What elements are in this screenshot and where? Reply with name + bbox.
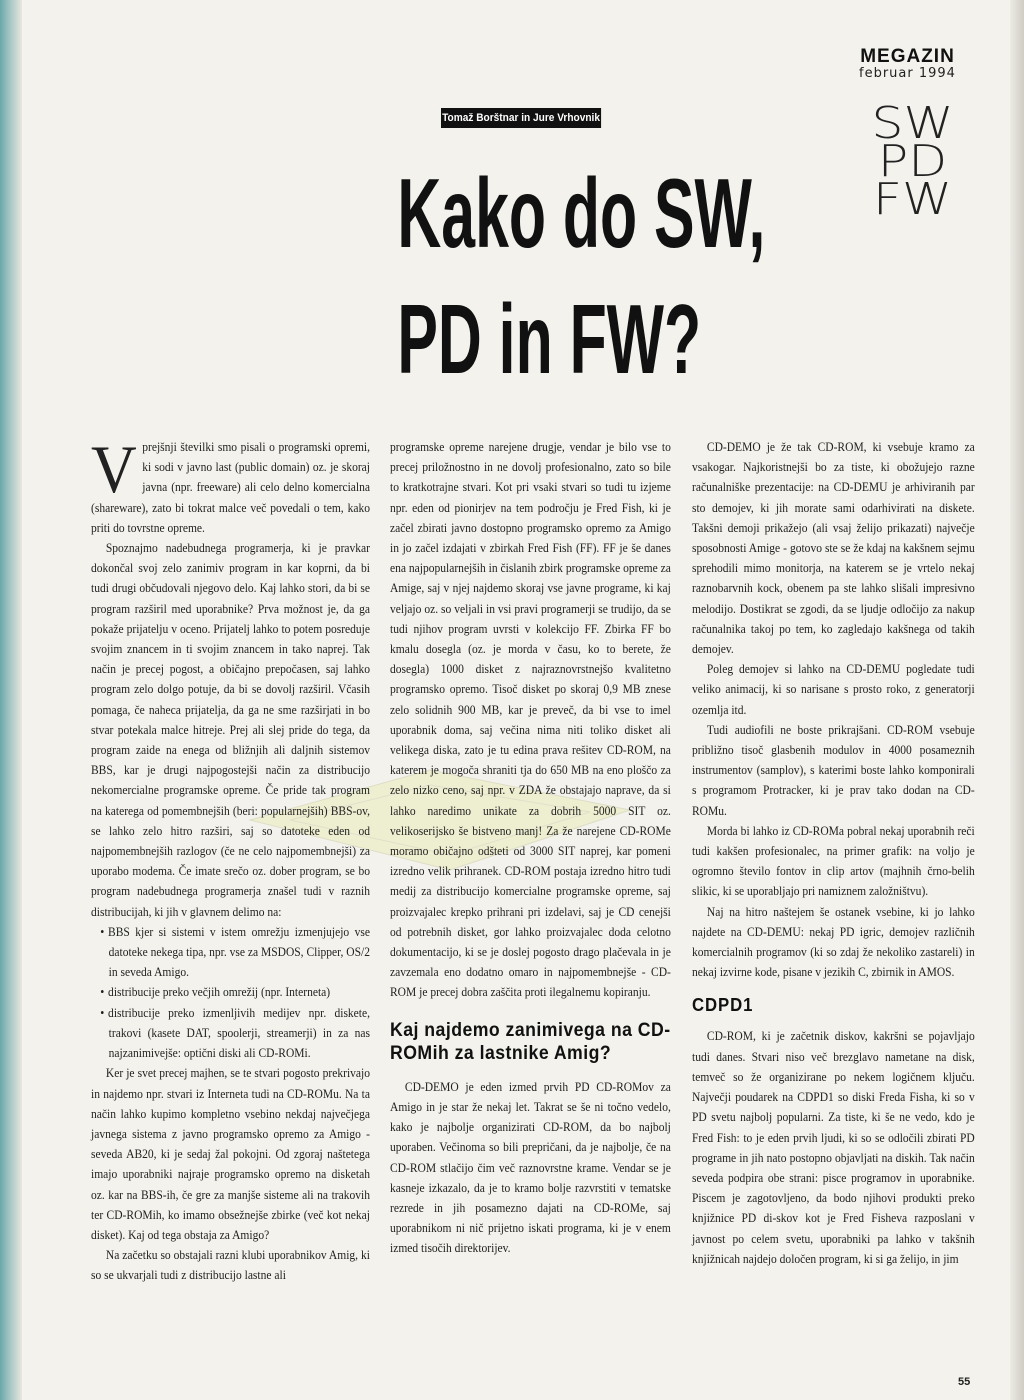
drop-cap: V (91, 431, 137, 507)
paragraph: CD-ROM, ki je začetnik diskov, kakršni se pojavljajo tudi danes. Stvari niso več brezglavo nametane na disk, temveč so že organizirane po nekem logičnem ključu. Največji poudarek na CDPD1 so diski Freda Fisha, ki so v PD svetu najbolj popularni. Za tiste, ki še ne vedo, kdo je Fred Fish: to je eden prvih ljudi, ki so se odločili zbirati PD programe in jih nato postopno objavljati na diskih. Tak način seveda podpira obe strani: pisce programov in uporabnike. Piscem je zagotovljeno, da bodo njihovi produkti preko knjižnice PD di-skov kot je Fred Fisheva razposlani v javnost po celem svetu, uporabniki pa lahko v takšnih knjižnicah najdejo določen program, ki si ga želijo, in jim (692, 1029, 975, 1266)
paragraph: Tudi audiofili ne boste prikrajšani. CD-ROM vsebuje približno tisoč glasbenih modulov in 4000 posameznih instrumentov (samplov), s katerimi boste lahko komponirali s programom Protracker, ki je prav tako dodan na CD-ROMu. (692, 722, 975, 818)
subheading-cd-rom: Kaj najdemo zanimivega na CD-ROMih za lastnike Amig? (390, 1019, 671, 1064)
section-label-sw: SW (871, 98, 954, 149)
list-item: • distribucije preko izmenljivih medijev npr. diskete, trakovi (kasete DAT, spoolerji, streamerji) in za nas najzanimivejše: optični diski ali CD-ROMi. (100, 1003, 370, 1064)
article-title (397, 150, 766, 402)
issue-date: februar 1994 (859, 66, 956, 81)
magazine-logo: MEGAZIN (860, 46, 955, 67)
page-number: 55 (958, 1376, 971, 1388)
paragraph: CD-DEMO je eden izmed prvih PD CD-ROMov za Amigo in je star že nekaj let. Takrat se še ni točno vedelo, kako je najbolje organizirati CD-ROM, da bo najbolj uporaben. Večinoma so bili prepričani, da je najbolje, če na CD-ROM stlačijo čim več raznovrstne krame. Vendar se je kasneje izkazalo, da je to kramo bolje razvrstiti v tematske rezrede in jih posamezno dajati na CD-ROMe, saj uporabnikom ni nič prijetno iskati programa, ki je v enem izmed tisočih direktorijev. (390, 1079, 671, 1256)
paragraph: CD-DEMO je že tak CD-ROM, ki vsebuje kramo za vsakogar. Najkoristnejši bo za tiste, ki obožujejo razne računalniške prezentacije: na CD-DEMU je arhiviranih par sto demojev, ki jih morate sami odarhivirati na diskete. Takšni demoji prikažejo (ali vsaj želijo prikazati) največje sposobnosti Amige - gotovo ste se že kdaj na kakšnem sejmu sprehodili mimo monitorja, na katerem se je vrtelo nekaj raznobarvnih kock, obenem pa ste lahko slišali impresivno melodijo. Dostikrat se zgodi, da se ljudje odločijo za nakup računalnika takoj po tem, ko zagledajo kakšnega od takih demojev. (692, 440, 975, 657)
paragraph: Naj na hitro naštejem še ostanek vsebine, ki jo lahko najdete na CD-DEMU: nekaj PD igric, demojev različnih komercialnih programov (ki so zdaj že nekoliko zastareli) in nekaj izvirne kode, pisane v jezikih C, zbirnik in AMOS. (692, 904, 975, 980)
text-column-3 (692, 437, 975, 1269)
distribution-list (91, 922, 370, 1063)
author-byline: Tomaž Borštnar in Jure Vrhovnik (441, 108, 601, 128)
paragraph: Na začetku so obstajali razni klubi uporabnikov Amig, ki so se ukvarjali tudi z distribucijo lastne ali (91, 1248, 370, 1283)
binding-spine (0, 0, 22, 1400)
paragraph: Poleg demojev si lahko na CD-DEMU pogledate tudi veliko animacij, ki so narisane s prosto roko, z generatorji ozemlja itd. (692, 662, 975, 717)
title-line-1: Kako do SW, (397, 158, 766, 268)
intro-paragraph: Vprejšnji številki smo pisali o programski opremi, ki sodi v javno last (public domain) oz. je skoraj javna (npr. freeware) ali celo delno komercialna (shareware), zato bi tokrat malce več povedali o tem, kako priti do tovrstne opreme. (91, 431, 370, 535)
paragraph: Spoznajmo nadebudnega programerja, ki je pravkar dokončal svoj zelo zanimiv program in kar koprni, da bi tudi drugi občudovali njegovo delo. Kaj lahko stori, da bi se program razširil med uporabnike? Prva možnost je, da ga pokaže prijatelju v oceno. Prijatelj lahko to potem posreduje svojim znancem in ti svojim znancem in tako naprej. Tak način je precej pogost, a običajno prepočasen, saj lahko program zelo dolgo potuje, da bi se dovolj razširil. Včasih pomaga, če naheca prijatelja, da ga ne sme razširjati in bo stvar potekala malce hitreje. Prej ali slej pride do tega, da program zaide na enega od bližnjih ali daljnih sistemov BBS, kar je drugi najpogostejši način za distribucijo nekomercialne programske opreme. Če pride tak program na katerega od pomembnejših (beri: popularnejših) BBS-ov, se lahko zelo hitro razširi, saj so datoteke eden od najpomembnejših razlogov (če ne celo najpomembnejši) za uporabo modema. Če imate srečo oz. dober program, se bo program nadebudnega programerja znašel tudi v raznih distribucijah, ki jih v glavnem delimo na: (91, 541, 370, 919)
subheading-cdpd1: CDPD1 (692, 995, 754, 1016)
text-column-2 (390, 437, 671, 1259)
paragraph: Morda bi lahko iz CD-ROMa pobral nekaj uporabnih reči tudi kakšen profesionalec, na primer grafik: na voljo je ogromno število fontov in clip artov (majhnih črno-belih slikic, ki se uporabljajo pri namiznem založništvu). (692, 823, 975, 899)
list-item: • BBS kjer si sistemi v istem omrežju izmenjujejo vse datoteke nekega tipa, npr. vse za MSDOS, Clipper, OS/2 in seveda Amigo. (100, 922, 370, 983)
page-edge (1010, 0, 1024, 1400)
list-item: • distribucije preko večjih omrežij (npr. Interneta) (100, 982, 370, 1002)
text-column-1 (91, 431, 371, 1286)
paragraph: programske opreme narejene drugje, vendar je bilo vse to precej priložnostno in ne dovolj profesionalno, zato so bile to kratkotrajne stvari. Kot pri vsaki stvari so tudi tu izjeme npr. eden od pionirjev na tem področju je Fred Fish, ki je začel zbirati javno dostopno programsko opremo za Amigo in jo začel izdajati v zbirkah Fred Fish (FF). FF je še danes ena najpopularnejših in čislanih zbirk programske opreme za Amige, saj v njej najdemo skoraj vse javne programe, ki kaj veljajo oz. so veljali in vsi pravi programerji se trudijo, da se tudi njihov program uvrsti v kolekcijo FF. Zbirka FF bo kmalu dosegla (oz. je morda v času, ko to berete, že dosegla) 1000 disket z najraznovrstnejšo kvalitetno programsko opremo. Tisoč disket po skoraj 0,9 MB znese zelo solidnih 900 MB, kar je preveč, da bi vse to imel uporabnik doma, saj večina nima niti toliko disket ali velikega diska, zato je tu edina prava rešitev CD-ROM, na katerem je mogoča shraniti tja do 650 MB na eno ploščo za zelo nizko ceno, saj npr. v ZDA že obstajajo naprave, da si lahko naredimo unikate za dobrih 5000 SIT oz. velikoserijsko še bistveno manj! Za že narejene CD-ROMe moramo običajno odšteti od 3000 SIT naprej, kar pomeni izredno velik prihranek. CD-ROM postaja izredno hitro tudi medij za distribucijo komercialne programske opreme, saj proizvajalec krepko prihrani pri izdelavi, saj je CD cenejši od potrebnih disket, gor lahko proizvajalec doda celotno dokumentacijo, ki se je doslej pogosto drago plačevala in je zavzemala eno dodatno omaro in najpomembnejše - CD-ROM je precej dobra zaščita proti ilegalnemu kopiranju. (390, 440, 671, 1000)
paragraph: Ker je svet precej majhen, se te stvari pogosto prekrivajo in najdemo npr. stvari iz Interneta tudi na CD-ROMu. Na ta način lahko kupimo kompletno vsebino nekdaj največjega javnega sistema z javno programsko opremo za Amigo - seveda AB20, ki je sedaj žal pokojni. Od zgoraj naštetega imajo uporabniki najraje programsko opremo na disketah oz. kar na BBS-ih, če gre za manjše sisteme ali na trakovih ter CD-ROMih, ko imamo obsežnejše zbirke (več kot nekaj disket). Kaj od tega obstaja za Amigo? (91, 1066, 370, 1242)
title-line-2: PD in FW? (397, 284, 702, 394)
section-label-pd: PD (877, 136, 948, 187)
section-label-fw: FW (872, 174, 953, 225)
section-label (846, 98, 978, 225)
